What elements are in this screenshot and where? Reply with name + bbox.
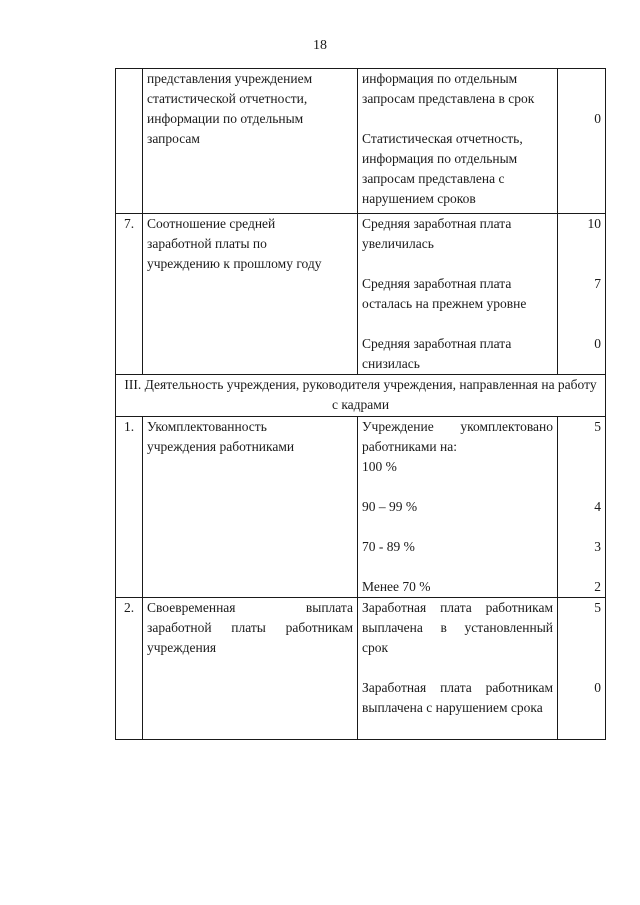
criterion-cell: Укомплектованность учреждения работниками (143, 417, 358, 598)
table-row-salary-payment (116, 598, 606, 740)
criteria-table (115, 68, 606, 740)
options-cell: Заработная плата работникам выплачена в установленный срок Заработная плата работникам выплачена с нарушением срока (358, 598, 558, 740)
page-number: 18 (313, 38, 327, 53)
section-header-row (116, 375, 606, 417)
criterion-cell: Соотношение средней заработной платы по учреждению к прошлому году (143, 214, 358, 375)
criterion-cell: Своевременная выплата заработной платы работникам учреждения (143, 598, 358, 740)
criterion-cell: представления учреждением статистической отчетности, информации по отдельным запросам (143, 69, 358, 214)
table-row-reporting (116, 69, 606, 214)
options-cell: Учреждение укомплектовано работниками на: 100 % 90 – 99 % 70 - 89 % Менее 70 % (358, 417, 558, 598)
points-cell: 5 4 3 2 (558, 417, 606, 598)
table-row-salary-ratio (116, 214, 606, 375)
row-number (116, 69, 143, 214)
row-number: 7. (116, 214, 143, 375)
points-cell: 5 0 (558, 598, 606, 740)
options-cell: Средняя заработная плата увеличилась Средняя заработная плата осталась на прежнем уровне Средняя заработная плата снизилась (358, 214, 558, 375)
row-number: 2. (116, 598, 143, 740)
points-cell: 10 7 0 (558, 214, 606, 375)
points-cell: 0 (558, 69, 606, 214)
row-number: 1. (116, 417, 143, 598)
table-row-staffing (116, 417, 606, 598)
section-title: III. Деятельность учреждения, руководителя учреждения, направленная на работу с кадрами (116, 375, 606, 417)
options-cell: информация по отдельным запросам представлена в срок Статистическая отчетность, информация по отдельным запросам представлена с нарушением сроков (358, 69, 558, 214)
